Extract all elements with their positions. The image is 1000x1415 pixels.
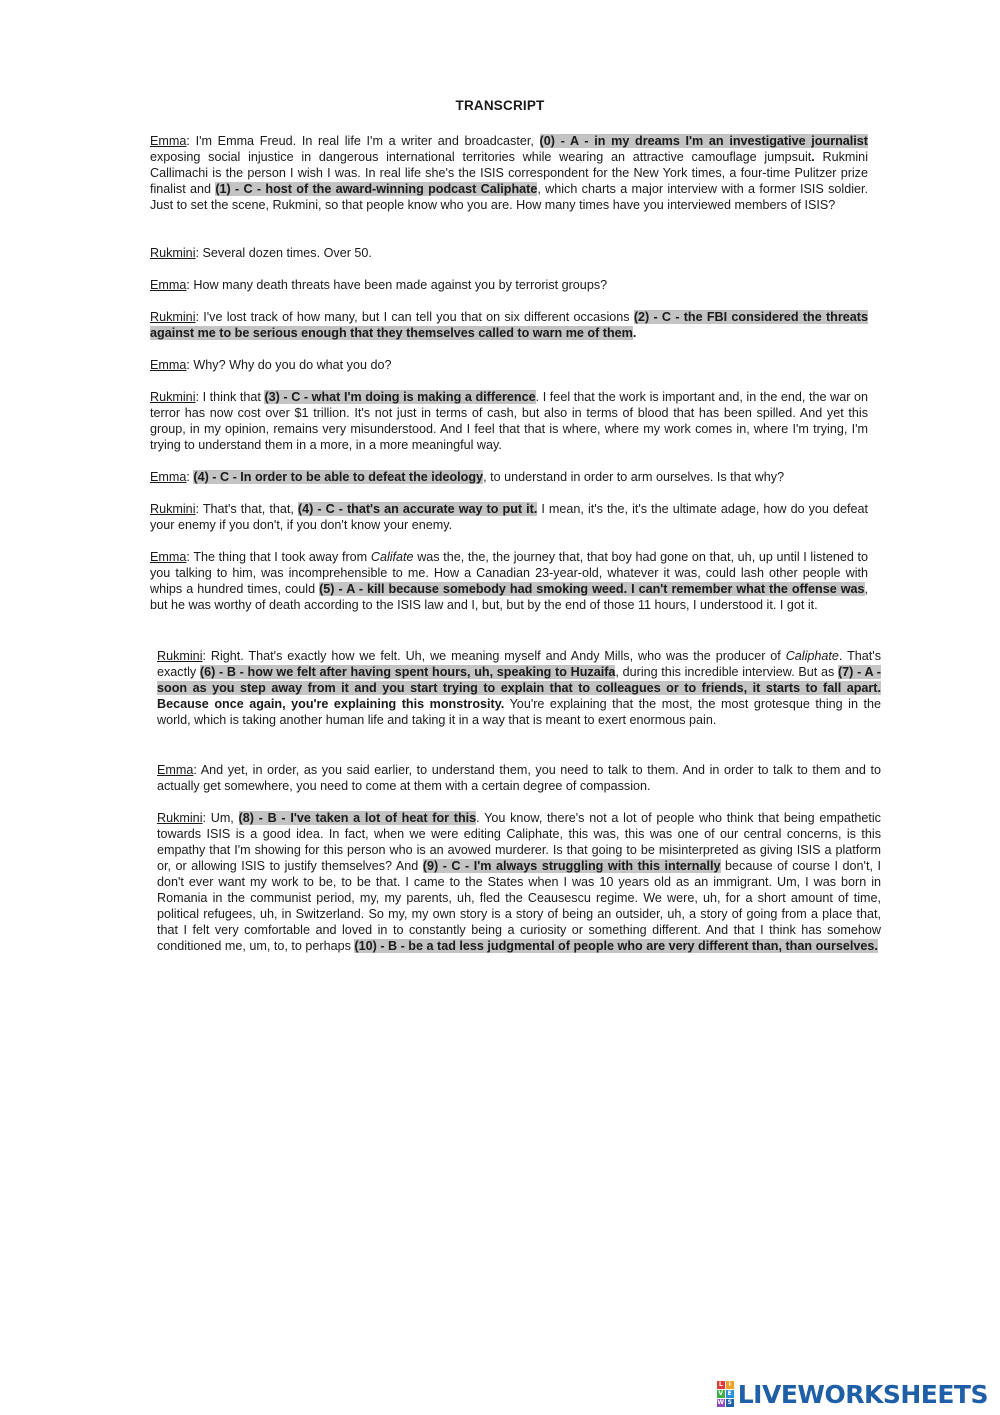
transcript-paragraph (157, 810, 881, 954)
speaker-name: Emma (150, 358, 187, 372)
speaker-name: Emma (150, 550, 187, 564)
transcript-paragraph (150, 501, 868, 533)
speaker-name: Rukmini (150, 246, 196, 260)
speaker-name: Rukmini (157, 811, 203, 825)
text-segment: : (186, 470, 194, 484)
liveworksheets-logo[interactable] (717, 1378, 988, 1410)
text-segment: . That's exactly (157, 649, 881, 679)
text-segment: You're explaining that the most, the most grotesque thing in the world, which is taking another human life and taking it in a way that is meant to exert enormous pain. (157, 697, 882, 727)
text-segment: exposing social injustice in dangerous international territories while wearing an attractive camouflage jumpsuit (150, 150, 812, 164)
answer-highlight: (3) - C - what I'm doing is making a difference (264, 390, 536, 404)
answer-highlight: (6) - B - how we felt after having spent hours, uh, speaking to Huzaifa (199, 665, 616, 679)
answer-highlight: (7) - A - soon as you step away from it and you start trying to explain that to colleagues or to friends, it starts to fall apart. (157, 665, 881, 695)
answer-highlight: (4) - C - In order to be able to defeat the ideology (193, 470, 484, 484)
transcript-paragraph (150, 309, 868, 341)
speaker-name: Rukmini (150, 310, 196, 324)
answer-highlight: (8) - B - I've taken a lot of heat for this (238, 811, 477, 825)
speaker-name: Emma (157, 763, 194, 777)
bold-text: . (811, 150, 815, 164)
text-segment: : I think that (195, 390, 265, 404)
answer-highlight: (5) - A - kill because somebody had smoking weed. I can't remember what the offense was (319, 582, 865, 596)
bold-text: . (632, 326, 637, 340)
speaker-name: Rukmini (150, 390, 196, 404)
transcript-paragraph (150, 133, 868, 213)
speaker-name: Rukmini (157, 649, 203, 663)
text-segment: : Several dozen times. Over 50. (195, 246, 372, 260)
logo-text: LIVEWORKSHEETS (737, 1379, 988, 1409)
transcript-paragraph (150, 277, 868, 293)
text-segment: : How many death threats have been made against you by terrorist groups? (186, 278, 608, 292)
speaker-name: Emma (150, 470, 187, 484)
answer-highlight: (1) - C - host of the award-winning podcast Caliphate (215, 182, 538, 196)
transcript-paragraph (157, 648, 881, 728)
text-segment: : Why? Why do you do what you do? (186, 358, 392, 372)
speaker-name: Rukmini (150, 502, 196, 516)
text-segment: was the, the, the journey that, that boy had gone on that, uh, up until I listened to you talking to him, was incomprehensible to me. How a Canadian 23-year-old, whatever it was, could lash other people with whips a hundred times, could (150, 550, 868, 596)
text-segment: : The thing that I took away from (186, 550, 371, 564)
text-segment: , during this incredible interview. But as (615, 665, 838, 679)
text-segment: I mean, it's the, it's the ultimate adage, how do you defeat your enemy if you don't, if you don't know your enemy. (150, 502, 868, 532)
text-segment: Rukmini Callimachi is the person I wish I was. In real life she's the ISIS correspondent for the New York times, a four-time Pulitzer prize finalist and (150, 150, 868, 196)
answer-highlight: (9) - C - I'm always struggling with this internally (422, 859, 721, 873)
text-segment: : Right. That's exactly how we felt. Uh, we meaning myself and Andy Mills, who was the producer of (202, 649, 786, 663)
text-segment: , to understand in order to arm ourselves. Is that why? (483, 470, 785, 484)
text-segment: : Um, (202, 811, 239, 825)
text-segment: : And yet, in order, as you said earlier, to understand them, you need to talk to them. And in order to talk to them and to actually get somewhere, you need to come at them with a certain degree of compassion. (157, 763, 881, 793)
text-segment: because of course I don't, I don't ever want my work to be, to be that. I came to the States when I was 10 years old as an immigrant. Um, I was born in Romania in the communist period, my, my parents, uh, fled the Ceausescu regime. We were, uh, for a short amount of time, political refugees, uh, in Switzerland. So my, my own story is a story of being an outsider, uh, a story of going from a place that, that I felt very comfortable and loved in to constantly being a curiosity or something different. And that I think has somehow conditioned me, um, to, to perhaps (157, 859, 881, 953)
bold-text: Because once again, you're explaining this monstrosity. (157, 697, 505, 711)
italic-title: Caliphate (785, 649, 839, 663)
transcript-paragraph (150, 245, 868, 261)
text-segment: , which charts a major interview with a former ISIS soldier. Just to set the scene, Rukmini, so that people know who you are. How many times have you interviewed members of ISIS? (150, 182, 868, 212)
liveworksheets-logo-icon: L I V E W S (717, 1381, 732, 1406)
text-segment: . I feel that the work is important and, in the end, the war on terror has now cost over $1 trillion. It's not just in terms of cash, but also in terms of blood that has been spilled. And yet this group, in my opinion, remains very misunderstood. And I feel that that is where, where my work comes in, where I'm trying, I'm trying to understand them in a more, in a more meaningful way. (150, 390, 868, 452)
answer-highlight: (4) - C - that's an accurate way to put it. (297, 502, 538, 516)
speaker-name: Emma (150, 134, 187, 148)
transcript-paragraph (150, 549, 868, 613)
text-segment: : That's that, that, (195, 502, 298, 516)
transcript-paragraph (157, 762, 881, 794)
italic-title: Califate (370, 550, 414, 564)
answer-highlight: (2) - C - the FBI considered the threats against me to be serious enough that they themselves called to warn me of them (150, 310, 868, 340)
page-title: TRANSCRIPT (455, 98, 545, 113)
transcript-paragraph (150, 469, 868, 485)
speaker-name: Emma (150, 278, 187, 292)
text-segment: . You know, there's not a lot of people who think that being empathetic towards ISIS is a good idea. In fact, when we were editing Caliphate, this was, this was one of our central concerns, is this empathy that I'm showing for this person who is an avowed murderer. Is that going to be misinterpreted as giving ISIS a platform or, or allowing ISIS to justify themselves? And (157, 811, 881, 873)
transcript-paragraph (150, 389, 868, 453)
text-segment: : I'm Emma Freud. In real life I'm a writer and broadcaster, (186, 134, 540, 148)
answer-highlight: (10) - B - be a tad less judgmental of people who are very different than, than ourselves. (354, 939, 878, 953)
text-segment: : I've lost track of how many, but I can tell you that on six different occasions (195, 310, 634, 324)
text-segment: , but he was worthy of death according to the ISIS law and I, but, but by the end of those 11 hours, I understood it. I got it. (150, 582, 869, 612)
transcript-paragraph (150, 357, 868, 373)
answer-highlight: (0) - A - in my dreams I'm an investigative journalist (539, 134, 868, 148)
